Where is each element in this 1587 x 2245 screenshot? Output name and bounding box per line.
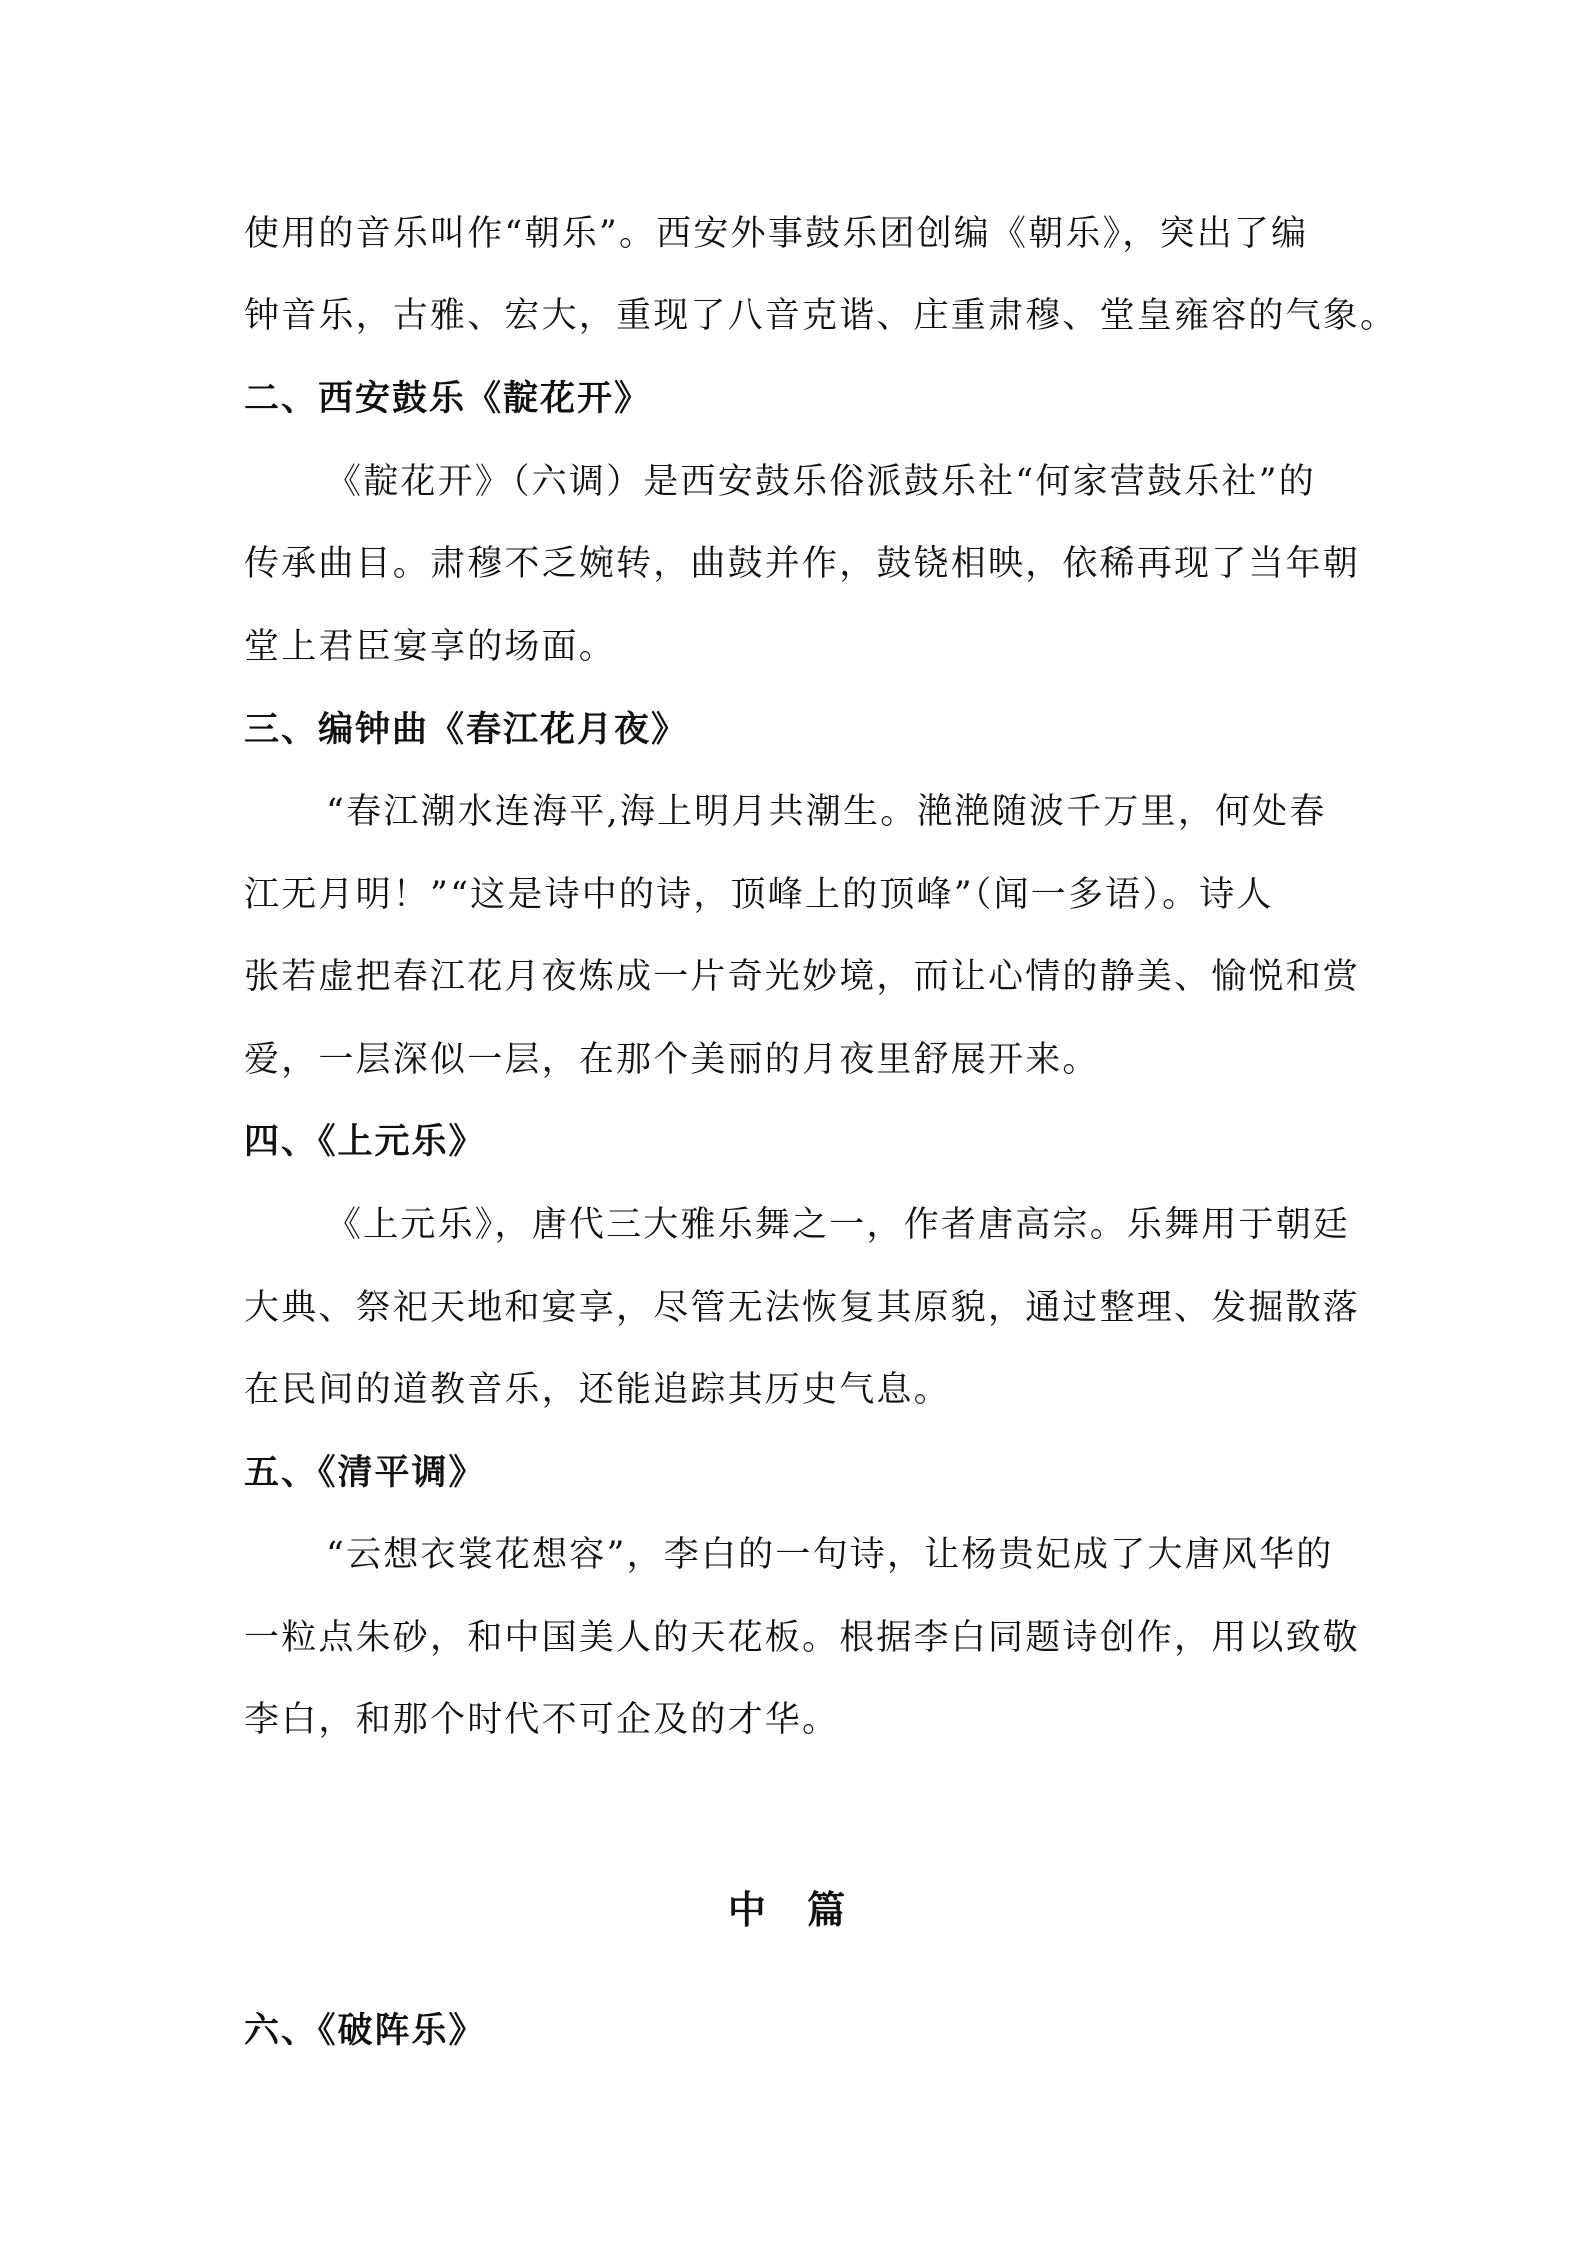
section-heading: 六、《破阵乐》 xyxy=(244,2011,486,2051)
paragraph-line: 大典、祭祀天地和宴享，尽管无法恢复其原貌，通过整理、发掘散落 xyxy=(244,1288,1361,1328)
paragraph-line: 李白，和那个时代不可企及的才华。 xyxy=(244,1700,840,1740)
section-heading: 五、《清平调》 xyxy=(244,1453,486,1493)
paragraph-line: 在民间的道教音乐，还能追踪其历史气息。 xyxy=(244,1370,951,1410)
part-title: 中 篇 xyxy=(727,1888,860,1932)
paragraph-line: 传承曲目。肃穆不乏婉转，曲鼓并作，鼓铙相映，依稀再现了当年朝 xyxy=(244,544,1361,584)
section-heading: 四、《上元乐》 xyxy=(244,1122,486,1162)
paragraph-line: 江无月明！”“这是诗中的诗，顶峰上的顶峰”（闻一多语）。诗人 xyxy=(244,875,1274,915)
paragraph-line: “云想衣裳花想容”，李白的一句诗，让杨贵妃成了大唐风华的 xyxy=(326,1535,1334,1575)
paragraph-line: 爱，一层深似一层，在那个美丽的月夜里舒展开来。 xyxy=(244,1040,1100,1080)
paragraph-line: 堂上君臣宴享的场面。 xyxy=(244,627,617,667)
paragraph-line: 一粒点朱砂，和中国美人的天花板。根据李白同题诗创作，用以致敬 xyxy=(244,1618,1361,1658)
paragraph-line: “春江潮水连海平,海上明月共潮生。滟滟随波千万里，何处春 xyxy=(326,792,1327,832)
paragraph-line: 《靛花开》（六调）是西安鼓乐俗派鼓乐社“何家营鼓乐社”的 xyxy=(326,462,1316,502)
paragraph-line: 张若虚把春江花月夜炼成一片奇光妙境，而让心情的静美、愉悦和赏 xyxy=(244,957,1361,997)
section-heading: 三、编钟曲《春江花月夜》 xyxy=(244,710,689,750)
section-heading: 二、西安鼓乐《靛花开》 xyxy=(244,379,652,419)
paragraph-line: 《上元乐》，唐代三大雅乐舞之一，作者唐高宗。乐舞用于朝廷 xyxy=(326,1205,1351,1245)
paragraph-line: 钟音乐，古雅、宏大，重现了八音克谐、庄重肃穆、堂皇雍容的气象。 xyxy=(244,296,1398,336)
paragraph-line: 使用的音乐叫作“朝乐”。西安外事鼓乐团创编《朝乐》，突出了编 xyxy=(244,214,1309,254)
